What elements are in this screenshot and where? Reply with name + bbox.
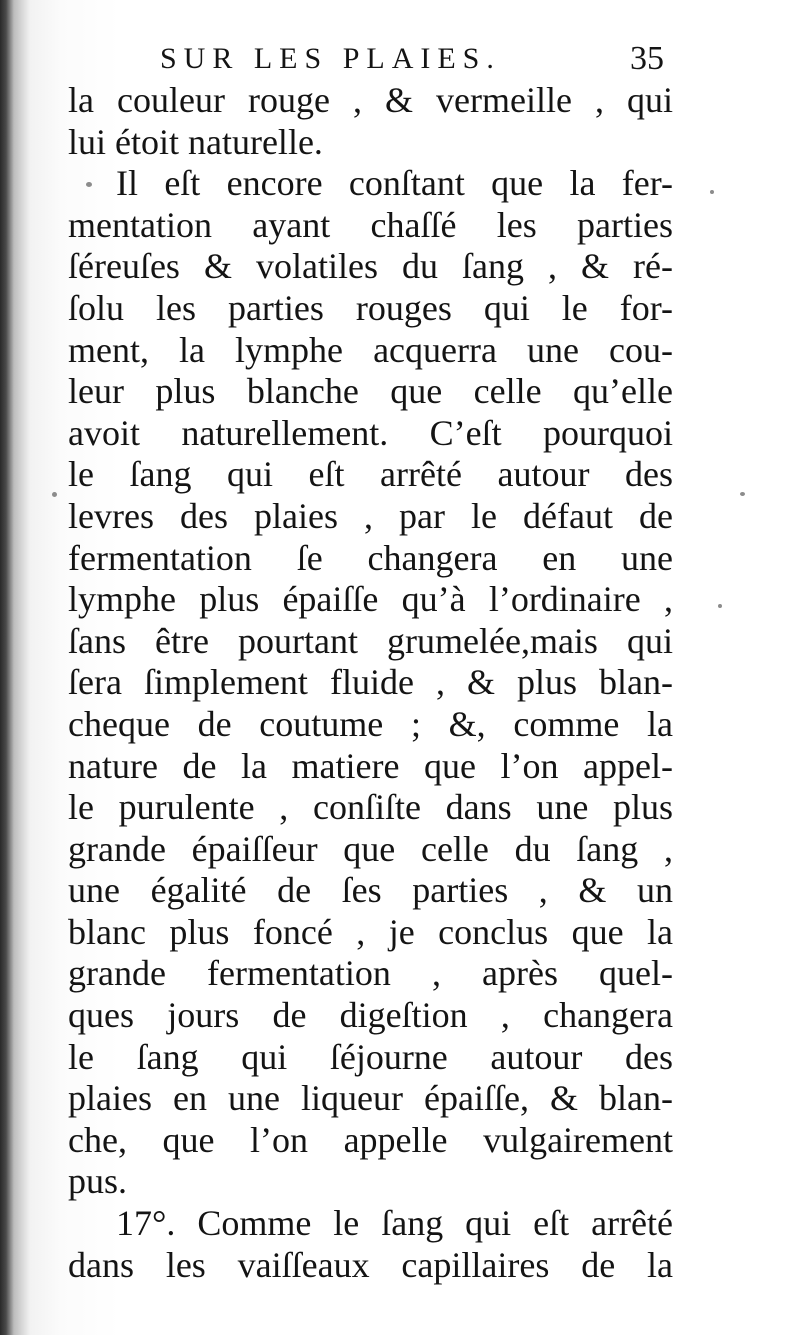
text-line: ſera ſimplement fluide , & plus blan-	[68, 662, 673, 703]
text-line: levres des plaies , par le défaut de	[68, 495, 673, 536]
text-line: le purulente , conſiſte dans une plus	[68, 787, 673, 828]
text-line: plaies en une liqueur épaiſſe, & blan-	[68, 1078, 673, 1119]
text-line: pus.	[68, 1161, 128, 1202]
text-line: Il eſt encore conſtant que la fer-	[116, 163, 673, 204]
text-line: blanc plus foncé , je conclus que la	[68, 911, 673, 952]
page-number: 35	[630, 40, 664, 77]
text-line: le ſang qui ſéjourne autour des	[68, 1036, 673, 1077]
text-line: leur plus blanche que celle qu’elle	[68, 371, 673, 412]
text-line: lui étoit naturelle.	[68, 121, 323, 162]
text-line: che, que l’on appelle vulgairement	[68, 1119, 673, 1160]
text-line: ſolu les parties rouges qui le for-	[68, 287, 673, 328]
text-line: ment, la lymphe acquerra une cou-	[68, 329, 673, 370]
text-line: nature de la matiere que l’on appel-	[68, 745, 673, 786]
paper-speck	[52, 492, 57, 497]
text-line: 17°. Comme le ſang qui eſt arrêté	[116, 1203, 673, 1244]
text-line: ſans être pourtant grumelée,mais qui	[68, 620, 673, 661]
paper-speck	[718, 604, 722, 608]
text-line: mentation ayant chaſſé les parties	[68, 204, 673, 245]
text-line: avoit naturellement. C’eſt pourquoi	[68, 412, 673, 453]
text-line: cheque de coutume ; &, comme la	[68, 703, 673, 744]
paper-speck	[710, 190, 714, 194]
body-text	[68, 80, 673, 1286]
running-head: SUR LES PLAIES.	[160, 42, 501, 75]
text-line: une égalité de ſes parties , & un	[68, 870, 673, 911]
text-line: ſéreuſes & volatiles du ſang , & ré-	[68, 246, 673, 287]
text-line: grande épaiſſeur que celle du ſang ,	[68, 828, 673, 869]
text-line: la couleur rouge , & vermeille , qui	[68, 80, 673, 120]
text-line: fermentation ſe changera en une	[68, 537, 673, 578]
paper-speck	[740, 492, 745, 496]
text-line: le ſang qui eſt arrêté autour des	[68, 454, 673, 495]
text-line: dans les vaiſſeaux capillaires de la	[68, 1244, 673, 1285]
text-line: grande fermentation , après quel-	[68, 953, 673, 994]
text-line: lymphe plus épaiſſe qu’à l’ordinaire ,	[68, 579, 673, 620]
text-line: ques jours de digeſtion , changera	[68, 995, 673, 1036]
